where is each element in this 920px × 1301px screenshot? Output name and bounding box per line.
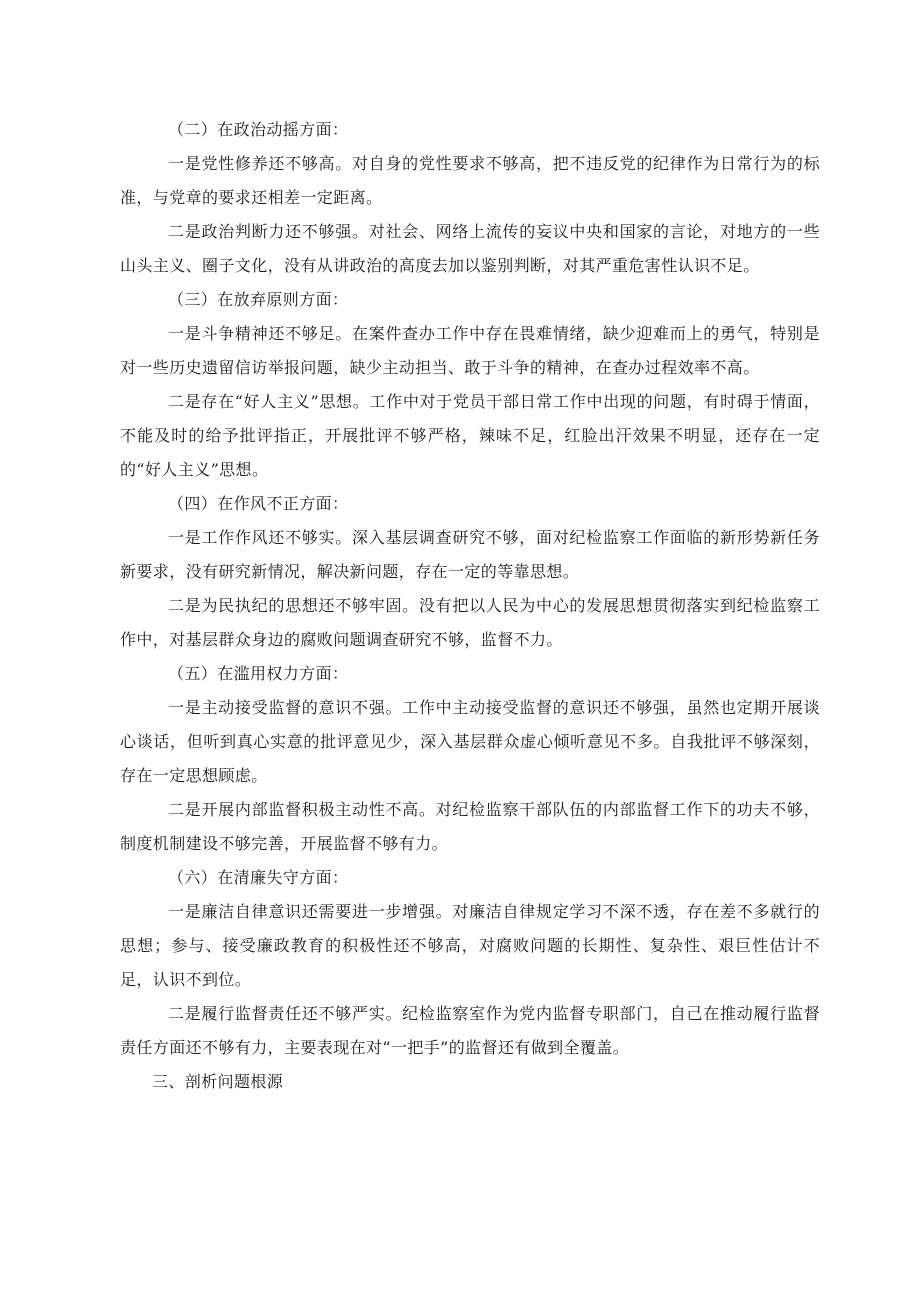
paragraph: 二是开展内部监督积极主动性不高。对纪检监察干部队伍的内部监督工作下的功夫不够，制度机制建设不够完善，开展监督不够有力。 [120,800,820,853]
paragraph: 一是主动接受监督的意识不强。工作中主动接受监督的意识还不够强，虽然也定期开展谈心谈话，但听到真心实意的批评意见少，深入基层群众虚心倾听意见不多。自我批评不够深刻，存在一定思想顾虑。 [120,698,820,785]
closing-heading: 三、剖析问题根源 [152,1072,284,1091]
section-heading: （二）在政治动摇方面： [168,120,349,139]
paragraph: 二是为民执纪的思想还不够牢固。没有把以人民为中心的发展思想贯彻落实到纪检监察工作中，对基层群众身边的腐败问题调查研究不够，监督不力。 [120,596,820,649]
section-heading: （五）在滥用权力方面： [168,664,349,683]
section-heading: （三）在放弃原则方面： [168,290,349,309]
paragraph: 一是斗争精神还不够足。在案件查办工作中存在畏难情绪，缺少迎难而上的勇气，特别是对一些历史遗留信访举报问题，缺少主动担当、敢于斗争的精神，在查办过程效率不高。 [120,324,820,377]
section-heading: （六）在清廉失守方面： [168,868,349,887]
paragraph: 二是履行监督责任还不够严实。纪检监察室作为党内监督专职部门，自己在推动履行监督责任方面还不够有力，主要表现在对“一把手”的监督还有做到全覆盖。 [120,1004,820,1057]
paragraph: 二是政治判断力还不够强。对社会、网络上流传的妄议中央和国家的言论，对地方的一些山头主义、圈子文化，没有从讲政治的高度去加以鉴别判断，对其严重危害性认识不足。 [120,222,820,275]
section-heading: （四）在作风不正方面： [168,494,349,513]
paragraph: 一是工作作风还不够实。深入基层调查研究不够，面对纪检监察工作面临的新形势新任务新要求，没有研究新情况，解决新问题，存在一定的等靠思想。 [120,528,820,581]
paragraph: 一是党性修养还不够高。对自身的党性要求不够高，把不违反党的纪律作为日常行为的标准，与党章的要求还相差一定距离。 [120,154,820,207]
document-body [120,113,820,1099]
paragraph: 一是廉洁自律意识还需要进一步增强。对廉洁自律规定学习不深不透，存在差不多就行的思想；参与、接受廉政教育的积极性还不够高，对腐败问题的长期性、复杂性、艰巨性估计不足，认识不到位。 [120,902,820,989]
paragraph: 二是存在“好人主义”思想。工作中对于党员干部日常工作中出现的问题，有时碍于情面，不能及时的给予批评指正，开展批评不够严格，辣味不足，红脸出汗效果不明显，还存在一定的“好人主义”思想。 [120,392,820,479]
